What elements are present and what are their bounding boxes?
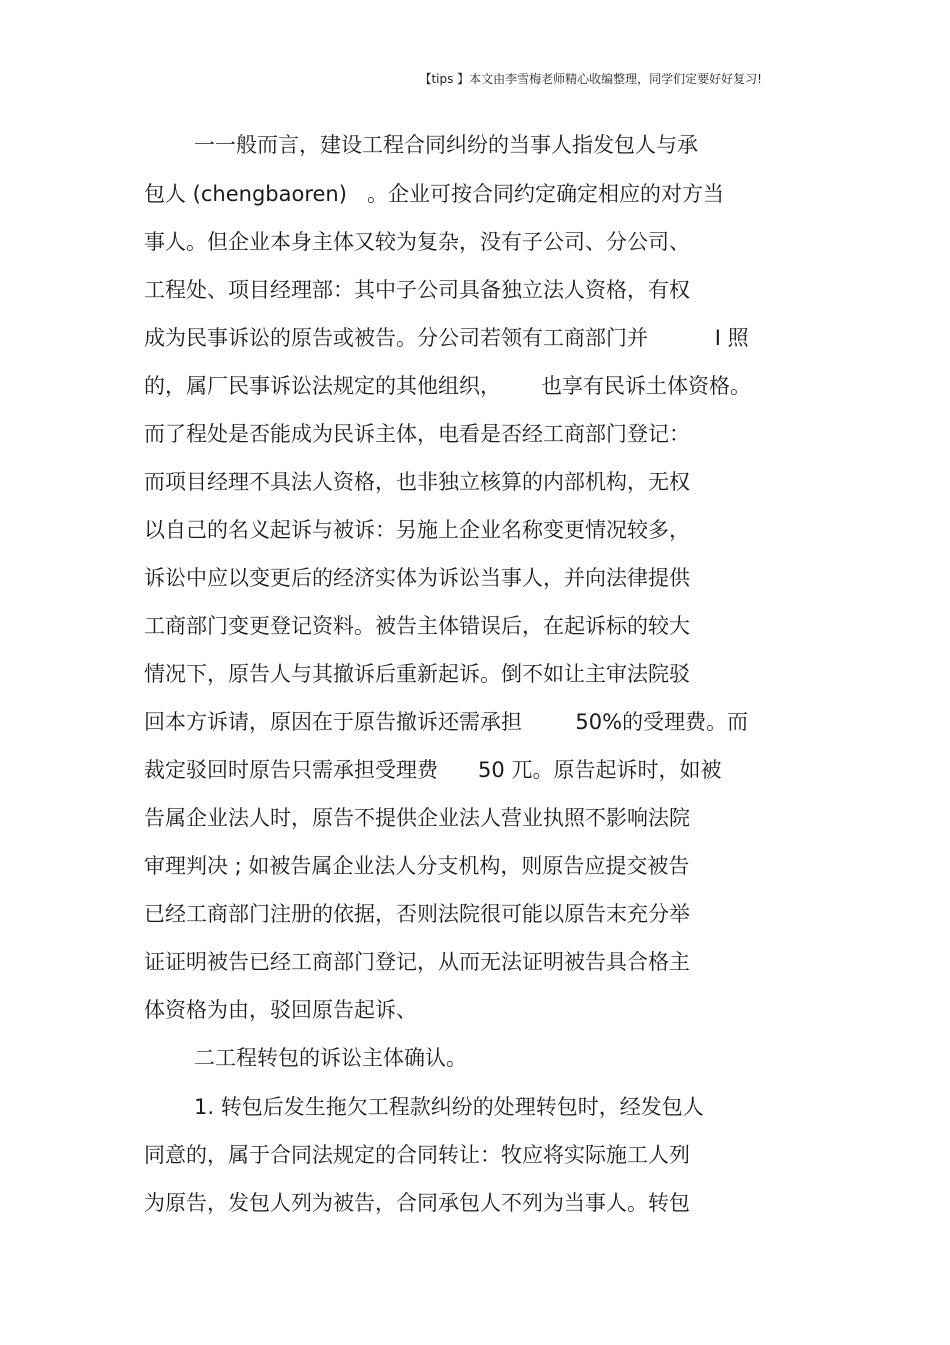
text-line: 以自己的名义起诉与被诉：另施上企业名称变更情况较多， <box>144 518 690 542</box>
text-line: 的，属厂民事诉讼法规定的其他组织， 也享有民诉土体资格。 <box>144 374 752 398</box>
text-line: 一一般而言，建设工程合同纠纷的当事人指发包人与承 <box>194 133 698 157</box>
text-line: 同意的，属于合同法规定的合同转让：牧应将实际施工人列 <box>144 1143 690 1167</box>
text-line: 已经工商部门注册的依据，否则法院很可能以原告末充分举 <box>144 902 690 926</box>
text-line: 回本方诉请，原因在于原告撤诉还需承担 50%的受理费。而 <box>144 710 749 734</box>
text-line: 工程处、项目经理部：其中子公司具备独立法人资格，有权 <box>144 278 690 302</box>
text-line: 告属企业法人时，原告不提供企业法人营业执照不影响法院 <box>144 806 690 830</box>
text-line: 证证明被告已经工商部门登记，从而无法证明被告具合格主 <box>144 950 690 974</box>
text-line: 而了程处是否能成为民诉主体，电看是否经工商部门登记： <box>144 422 690 446</box>
text-line: 诉讼中应以变更后的经济实体为诉讼当事人，并向法律提供 <box>144 566 690 590</box>
header-tip: 【tips 】本文由李雪梅老师精心收编整理，同学们定要好好复习! <box>419 72 762 86</box>
text-line: 裁定驳回时原告只需承担受理费 50 兀。原告起诉时，如被 <box>144 758 722 782</box>
text-line: 审理判决 ; 如被告属企业法人分支机构，则原告应提交被告 <box>144 854 690 878</box>
text-line: 体资格为由，驳回原告起诉、 <box>144 998 417 1022</box>
text-line: 为原告，发包人列为被告，合同承包人不列为当事人。转包 <box>144 1191 690 1215</box>
text-line: 工商部门变更登记资料。被告主体错误后，在起诉标的较大 <box>144 614 690 638</box>
text-line: 1. 转包后发生拖欠工程款纠纷的处理转包时，经发包人 <box>194 1095 704 1119</box>
text-line: 包人 (chengbaoren) 。企业可按合同约定确定相应的对方当 <box>144 182 724 206</box>
text-line: 情况下，原告人与其撤诉后重新起诉。倒不如让主审法院驳 <box>144 662 690 686</box>
text-line: 成为民事诉讼的原告或被告。分公司若领有工商部门并 I 照 <box>144 326 749 350</box>
text-line: 而项目经理不具法人资格，也非独立核算的内部机构，无权 <box>144 470 690 494</box>
text-line: 事人。但企业本身主体又较为复杂，没有子公司、分公司、 <box>144 230 690 254</box>
section-heading: 二工程转包的诉讼主体确认。 <box>194 1046 467 1070</box>
